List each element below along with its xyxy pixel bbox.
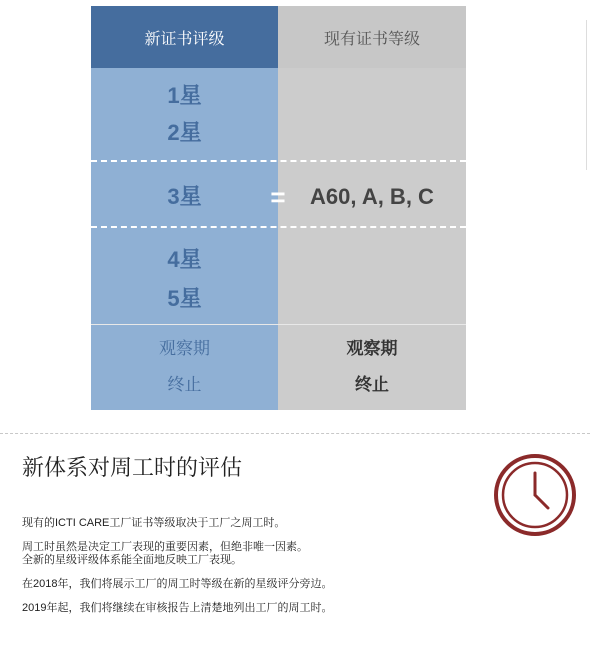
right-termination-label: 终止	[355, 375, 389, 394]
row-divider	[91, 324, 466, 325]
star-2: 2星	[167, 120, 202, 145]
paragraph-5: 2019年起，我们将继续在审核报告上清楚地列出工厂的周工时。	[22, 602, 333, 614]
header-current-grade: 现有证书等级	[278, 6, 466, 68]
paragraph-4: 在2018年，我们将展示工厂的周工时等级在新的星级评分旁边。	[22, 578, 333, 590]
left-observation-label: 观察期	[159, 339, 210, 358]
star-5: 5星	[167, 286, 202, 311]
equals-sign: =	[270, 182, 286, 212]
section-separator	[0, 433, 590, 434]
left-termination-label: 终止	[167, 375, 202, 394]
paragraph-1: 现有的ICTI CARE工厂证书等级取决于工厂之周工时。	[22, 517, 286, 529]
right-edge-line	[586, 20, 587, 170]
paragraph-3: 全新的星级评级体系能全面地反映工厂表现。	[22, 554, 242, 566]
dashed-divider	[91, 226, 466, 228]
header-new-rating: 新证书评级	[91, 6, 278, 68]
grade-equivalent: A60, A, B, C	[310, 184, 434, 209]
clock-icon	[493, 453, 577, 537]
paragraph-2: 周工时虽然是决定工厂表现的重要因素，但绝非唯一因素。	[22, 541, 308, 553]
star-3: 3星	[167, 184, 202, 209]
section-title: 新体系对周工时的评估	[22, 455, 243, 480]
rating-comparison-table	[91, 6, 466, 410]
dashed-divider	[91, 160, 466, 162]
star-4: 4星	[167, 247, 202, 272]
right-observation-label: 观察期	[346, 339, 398, 358]
star-1: 1星	[167, 83, 202, 108]
